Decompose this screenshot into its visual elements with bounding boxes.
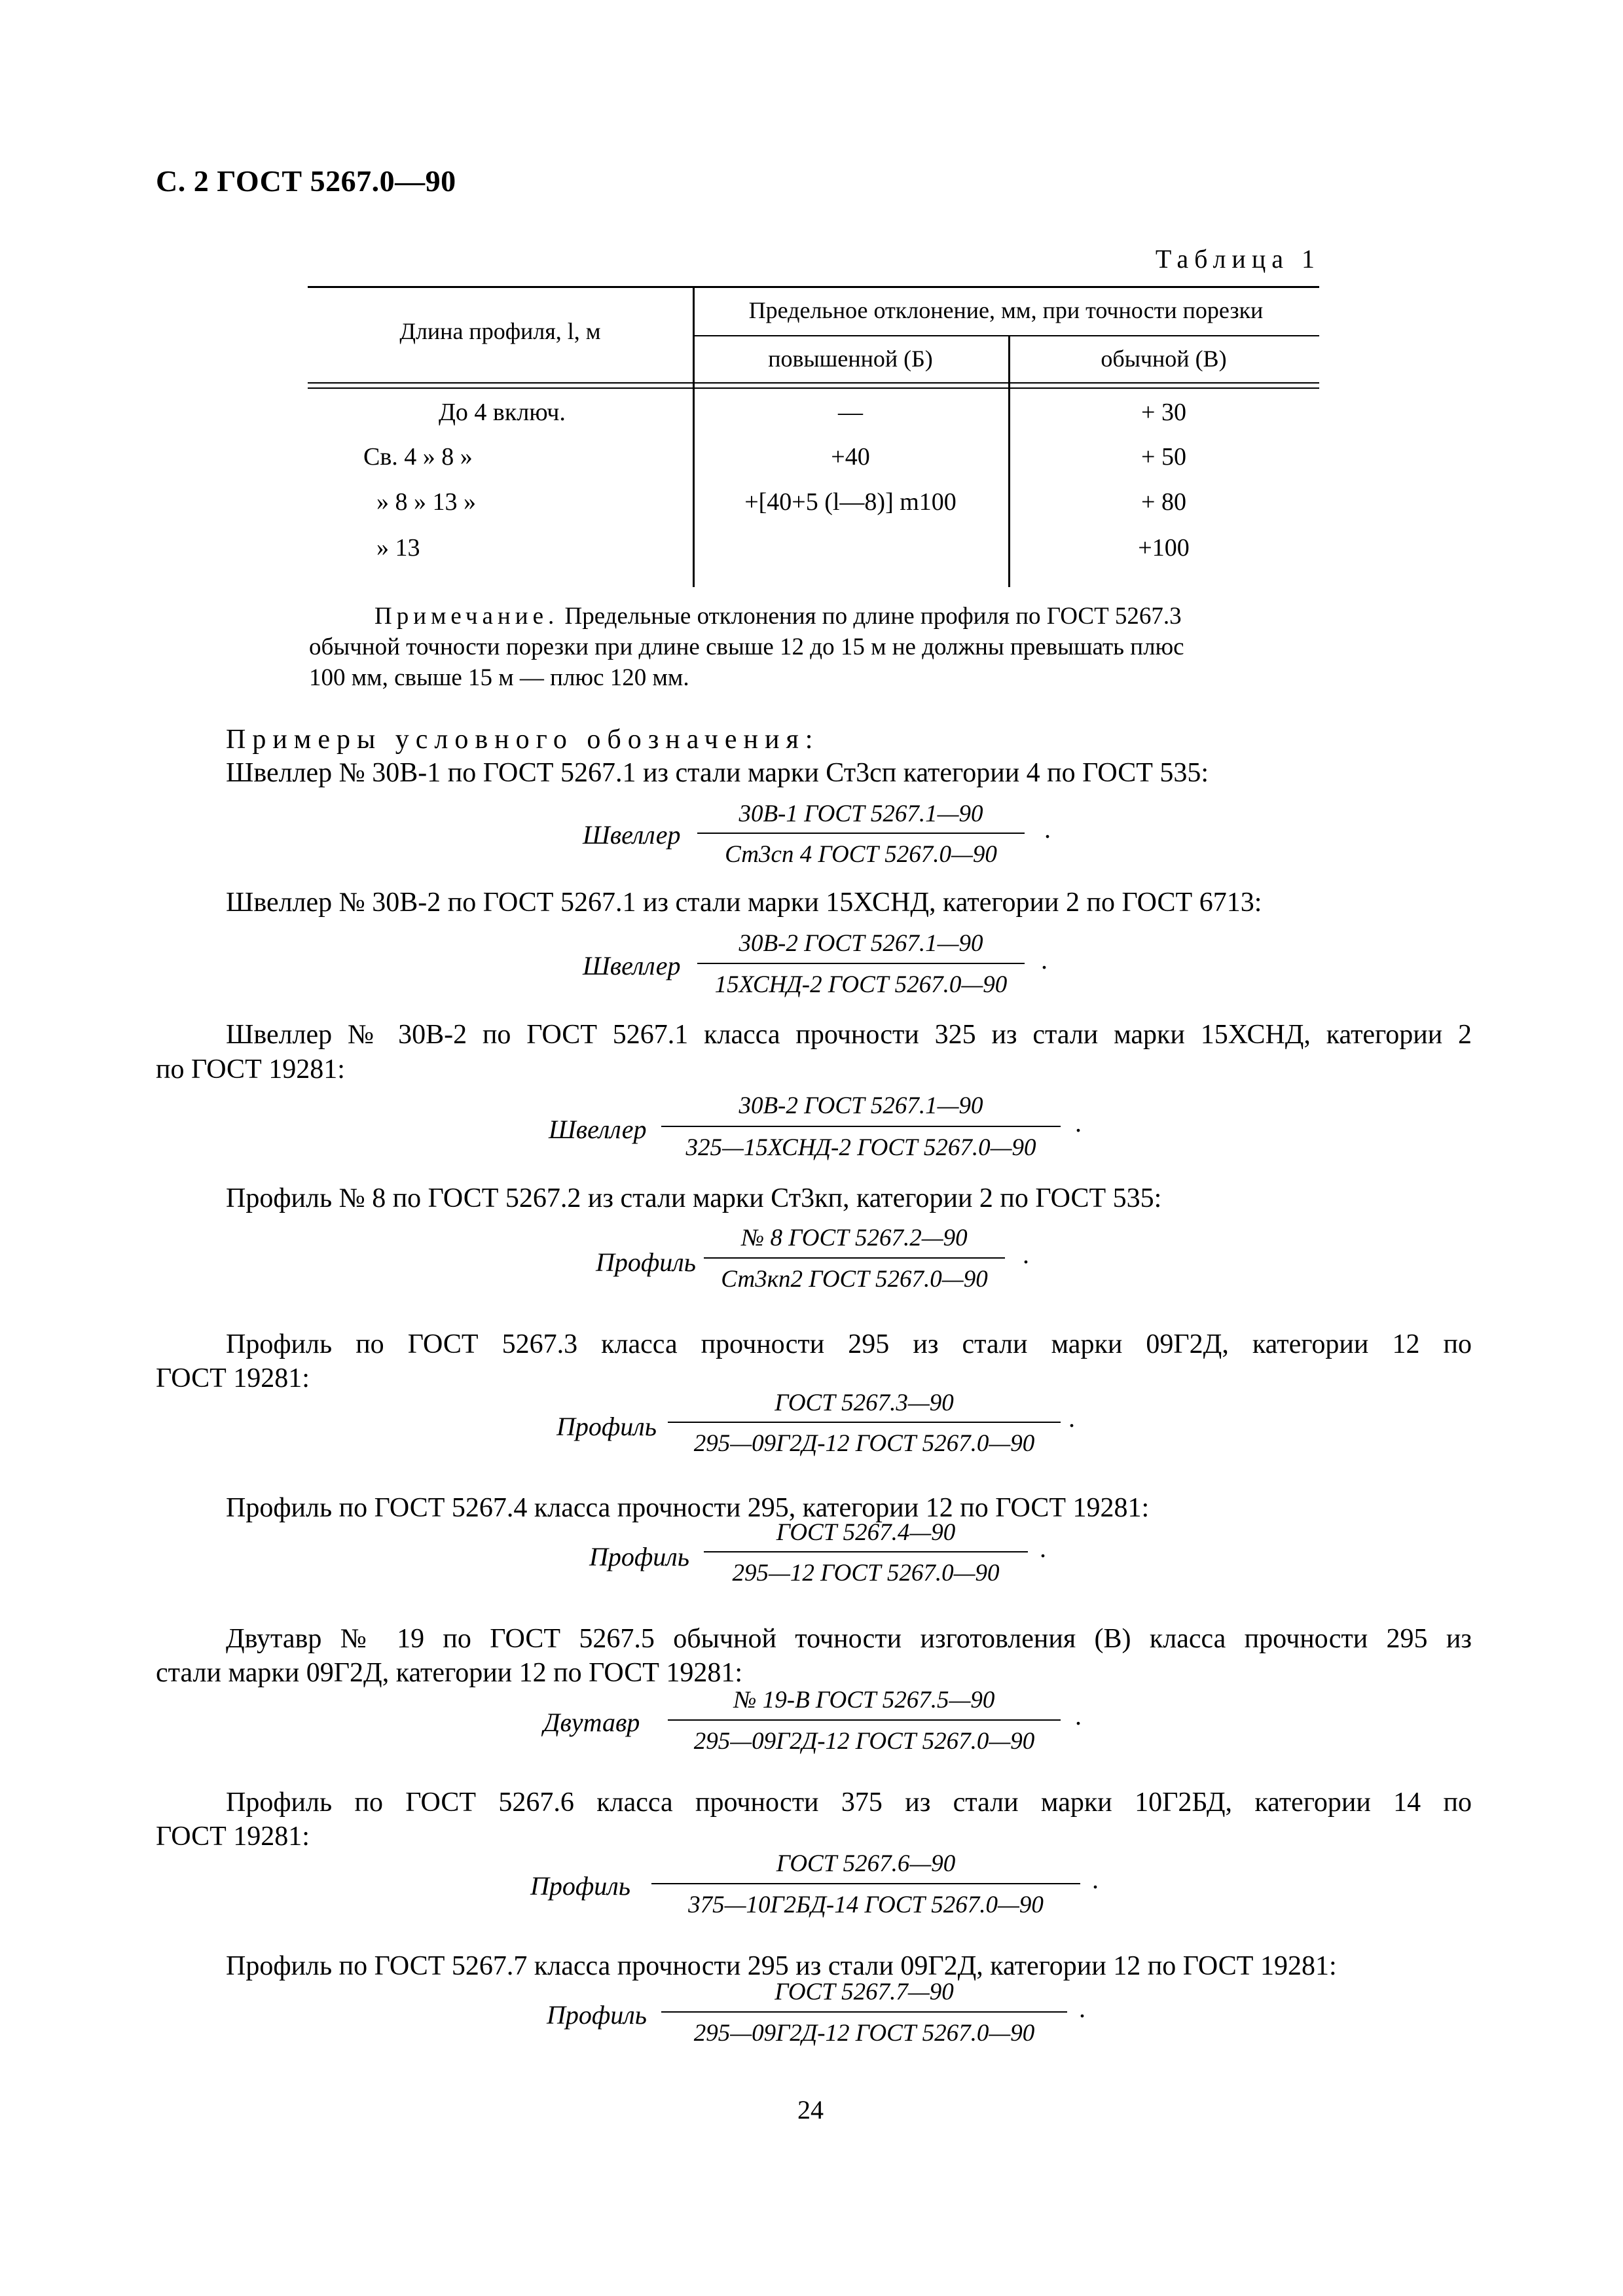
example-text: Профиль по ГОСТ 5267.3 класса прочности 295 из стали марки 09Г2Д, категории 12 по [226, 1329, 1472, 1359]
table-divider-1 [693, 286, 695, 587]
table-cell-normal: + 30 [1141, 399, 1186, 426]
table-cell-normal: + 50 [1141, 443, 1186, 471]
formula-period: . [1040, 1534, 1046, 1563]
table-cell-length: До 4 включ. [439, 399, 566, 426]
example-text: Швеллер № 30В-2 по ГОСТ 5267.1 класса прочности 325 из стали марки 15ХСНД, категории 2 [226, 1020, 1472, 1050]
example-text: Профиль № 8 по ГОСТ 5267.2 из стали марки Ст3кп, категории 2 по ГОСТ 535: [226, 1183, 1162, 1213]
fraction-bar [661, 2011, 1067, 2013]
table-cell-normal: +100 [1138, 534, 1190, 562]
example-text: Профиль по ГОСТ 5267.4 класса прочности 295, категории 12 по ГОСТ 19281: [226, 1493, 1150, 1523]
formula-denominator: 295—12 ГОСТ 5267.0—90 [732, 1560, 1000, 1587]
table-header-rule-1 [308, 382, 1319, 384]
fraction-bar [651, 1883, 1080, 1884]
formula-period: . [1068, 1403, 1075, 1433]
table-cell-increased: — [838, 399, 863, 426]
fraction-bar [668, 1719, 1061, 1721]
example-text: Двутавр № 19 по ГОСТ 5267.5 обычной точности изготовления (В) класса прочности 295 из [226, 1624, 1472, 1654]
formula-label: Двутавр [543, 1708, 640, 1737]
example-text: ГОСТ 19281: [156, 1821, 310, 1852]
formula-label: Профиль [556, 1412, 657, 1441]
formula-label: Профиль [596, 1247, 696, 1277]
formula-numerator: № 19-В ГОСТ 5267.5—90 [733, 1687, 995, 1713]
col-length-header: Длина профиля, l, м [399, 318, 601, 344]
page-header: С. 2 ГОСТ 5267.0—90 [156, 164, 456, 198]
formula-label: Профиль [547, 2000, 647, 2030]
fraction-bar [697, 833, 1025, 834]
formula-numerator: № 8 ГОСТ 5267.2—90 [741, 1225, 968, 1251]
table-cell-increased: +[40+5 (l—8)] m100 [744, 488, 957, 516]
formula-period: . [1044, 814, 1051, 844]
col-deviation-header: Предельное отклонение, мм, при точности порезки [748, 297, 1264, 323]
formula-denominator: 295—09Г2Д-12 ГОСТ 5267.0—90 [693, 1430, 1035, 1457]
formula-period: . [1075, 1701, 1082, 1731]
formula-numerator: 30В-2 ГОСТ 5267.1—90 [739, 1092, 983, 1119]
table-cell-normal: + 80 [1141, 488, 1186, 516]
formula-label: Профиль [589, 1542, 689, 1571]
fraction-bar [704, 1551, 1028, 1552]
table-cell-length: Св. 4 » 8 » [363, 443, 473, 471]
page-number: 24 [797, 2095, 824, 2125]
formula-denominator: Ст3кп2 ГОСТ 5267.0—90 [721, 1266, 988, 1293]
formula-period: . [1023, 1240, 1029, 1269]
example-text: Профиль по ГОСТ 5267.6 класса прочности 375 из стали марки 10Г2БД, категории 14 по [226, 1787, 1472, 1818]
formula-label: Швеллер [549, 1115, 647, 1144]
example-text: стали марки 09Г2Д, категории 12 по ГОСТ 19281: [156, 1658, 743, 1688]
formula-denominator: Ст3сп 4 ГОСТ 5267.0—90 [725, 841, 997, 868]
formula-numerator: 30В-2 ГОСТ 5267.1—90 [739, 930, 983, 957]
table-cell-increased: +40 [831, 443, 870, 471]
examples-heading: Примеры условного обозначения: [226, 725, 820, 755]
formula-period: . [1075, 1108, 1082, 1138]
example-text: ГОСТ 19281: [156, 1363, 310, 1393]
note-label: Примечание. [374, 603, 559, 630]
example-text: по ГОСТ 19281: [156, 1054, 345, 1085]
table-cell-length: » 8 » 13 » [376, 488, 476, 516]
formula-denominator: 15ХСНД-2 ГОСТ 5267.0—90 [714, 971, 1008, 998]
formula-numerator: ГОСТ 5267.7—90 [775, 1979, 954, 2005]
example-text: Швеллер № 30В-2 по ГОСТ 5267.1 из стали марки 15ХСНД, категории 2 по ГОСТ 6713: [226, 888, 1262, 918]
table-top-rule [308, 286, 1319, 288]
formula-period: . [1041, 945, 1048, 975]
col-increased-header: повышенной (Б) [768, 346, 933, 372]
formula-label: Профиль [530, 1871, 630, 1901]
table-header-rule-2 [308, 387, 1319, 389]
table-title: Таблица 1 [1155, 244, 1321, 274]
note-text: 100 мм, свыше 15 м — плюс 120 мм. [309, 664, 689, 691]
formula-numerator: ГОСТ 5267.6—90 [776, 1850, 956, 1877]
table-cell-length: » 13 [376, 534, 420, 562]
formula-numerator: 30В-1 ГОСТ 5267.1—90 [739, 800, 983, 827]
example-text: Швеллер № 30В-1 по ГОСТ 5267.1 из стали марки Ст3сп категории 4 по ГОСТ 535: [226, 758, 1209, 788]
note-text: обычной точности порезки при длине свыше 12 до 15 м не должны превышать плюс [309, 634, 1184, 660]
formula-denominator: 295—09Г2Д-12 ГОСТ 5267.0—90 [693, 1728, 1035, 1755]
fraction-bar [668, 1422, 1061, 1423]
formula-label: Швеллер [583, 951, 681, 980]
col-normal-header: обычной (В) [1101, 346, 1227, 372]
note-text: Предельные отклонения по длине профиля по ГОСТ 5267.3 [564, 603, 1182, 630]
example-text: Профиль по ГОСТ 5267.7 класса прочности 295 из стали 09Г2Д, категории 12 по ГОСТ 19281: [226, 1951, 1337, 1981]
table-subheader-rule [693, 335, 1319, 336]
formula-period: . [1079, 1994, 1085, 2023]
formula-numerator: ГОСТ 5267.4—90 [776, 1519, 956, 1546]
fraction-bar [661, 1126, 1061, 1127]
table-note [309, 601, 1321, 693]
fraction-bar [697, 963, 1025, 964]
fraction-bar [704, 1257, 1005, 1259]
formula-denominator: 325—15ХСНД-2 ГОСТ 5267.0—90 [685, 1134, 1036, 1161]
formula-period: . [1092, 1865, 1099, 1894]
formula-label: Швеллер [583, 820, 681, 850]
formula-denominator: 375—10Г2БД-14 ГОСТ 5267.0—90 [688, 1892, 1044, 1918]
formula-denominator: 295—09Г2Д-12 ГОСТ 5267.0—90 [693, 2020, 1035, 2047]
formula-numerator: ГОСТ 5267.3—90 [775, 1390, 954, 1416]
